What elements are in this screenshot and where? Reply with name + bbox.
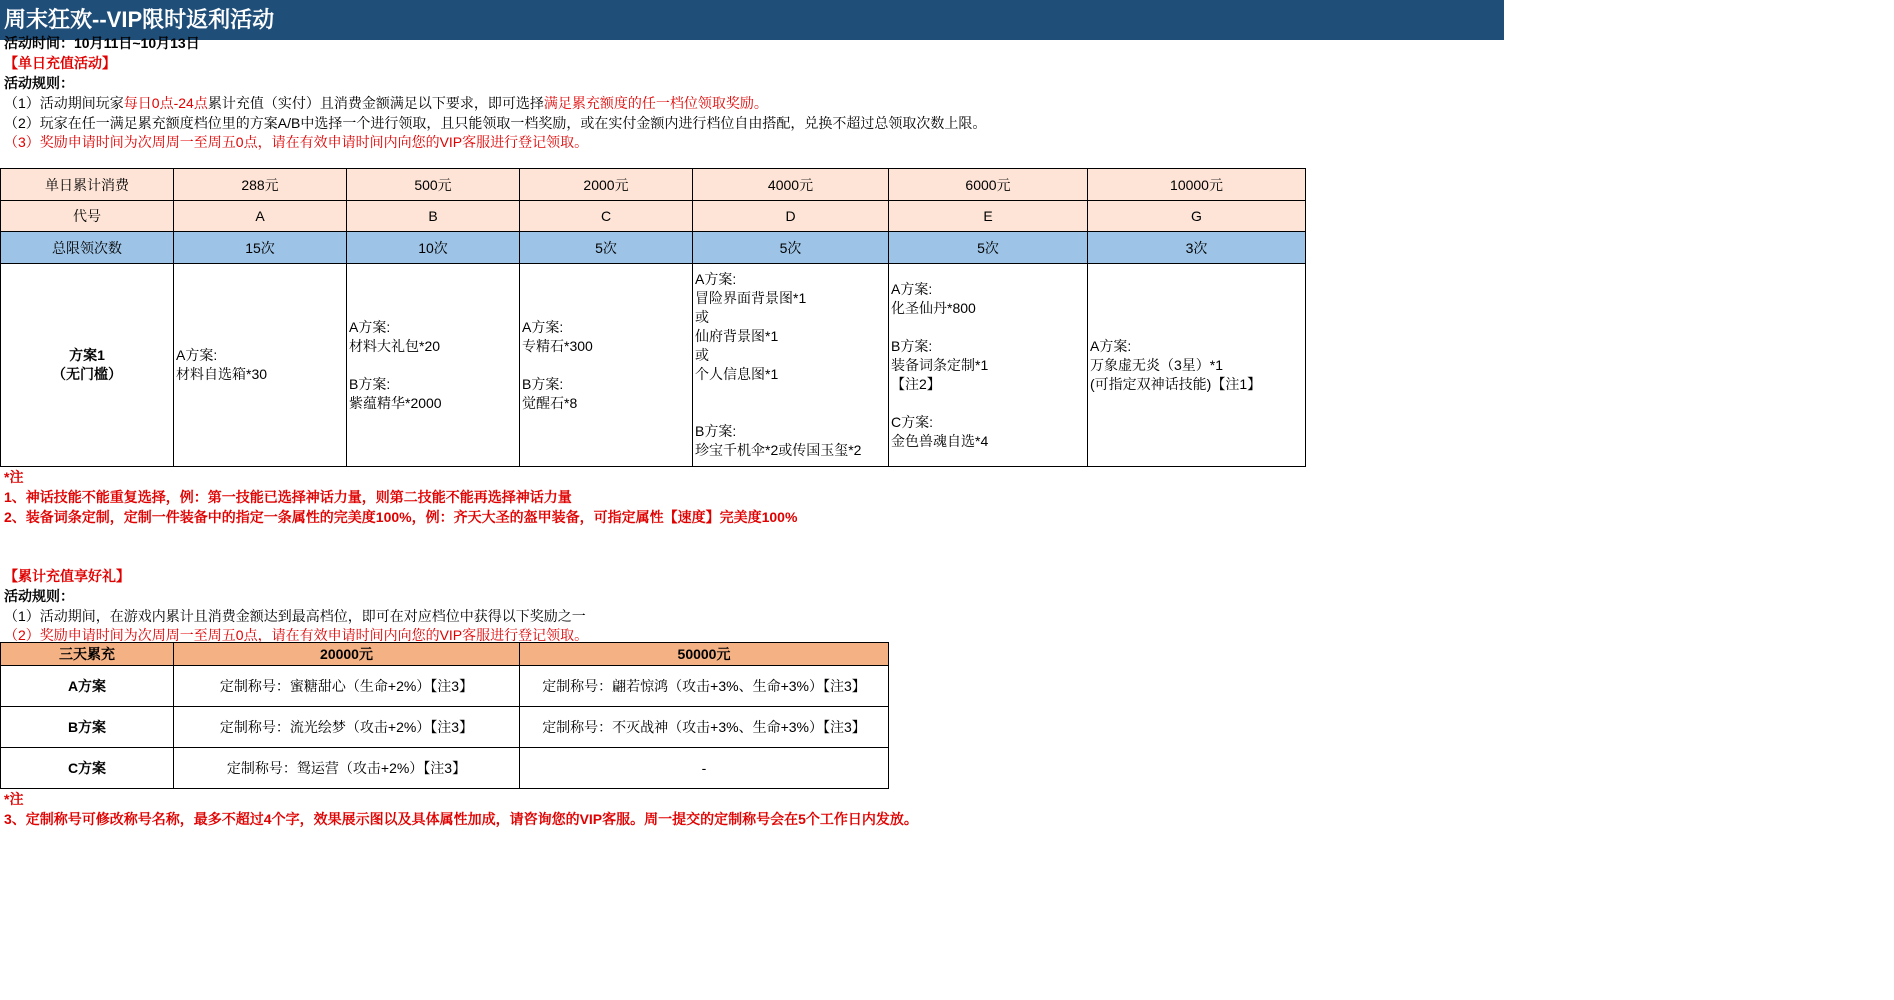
- plan-line: A方案:: [176, 347, 218, 363]
- plan-line: 【注2】: [891, 375, 941, 392]
- reward-cell: 定制称号：蜜糖甜心（生命+2%）【注3】: [174, 666, 520, 707]
- plan-name-cell: C方案: [1, 748, 174, 789]
- section2-heading: 【累计充值享好礼】: [4, 568, 130, 584]
- plan-line: 或: [695, 309, 709, 325]
- tier-code: C: [520, 201, 693, 232]
- header-cell: 50000元: [520, 643, 889, 666]
- plan-line: B方案:: [349, 375, 391, 392]
- plan-label-line1: 方案1: [69, 347, 105, 363]
- section1-heading: 【单日充值活动】: [4, 55, 116, 71]
- reward-cell: 定制称号：翩若惊鸿（攻击+3%、生命+3%）【注3】: [520, 666, 889, 707]
- tier-code: G: [1088, 201, 1306, 232]
- plan-line: 材料大礼包*20: [349, 337, 441, 354]
- cumulative-recharge-table: [0, 642, 889, 789]
- plan-line: [522, 356, 690, 375]
- tier-code: E: [889, 201, 1088, 232]
- row-label-code: 代号: [1, 201, 174, 232]
- plan-line: 珍宝千机伞*2或传国玉玺*2: [695, 442, 862, 458]
- plan-line: A方案:: [522, 318, 564, 335]
- daily-recharge-table: [0, 168, 1306, 467]
- rule1-text-a: （1）活动期间玩家: [4, 95, 124, 111]
- rule1-text-d: 满足累充额度的任一档位领取奖励。: [543, 95, 768, 111]
- plan-cell: [889, 264, 1088, 467]
- plan-line: B方案:: [891, 337, 933, 354]
- plan-cell: [1088, 264, 1306, 467]
- reward-cell: 定制称号：流光绘梦（攻击+2%）【注3】: [174, 707, 520, 748]
- reward-cell: 定制称号：鸳运营（攻击+2%）【注3】: [174, 748, 520, 789]
- plan-line: 冒险界面背景图*1: [695, 290, 807, 306]
- section1-rule2: （2）玩家在任一满足累充额度档位里的方案A/B中选择一个进行领取，且只能领取一档奖励，或在实付金额内进行档位自由搭配，兑换不超过总领取次数上限。: [4, 115, 987, 131]
- tier-limit: 3次: [1088, 232, 1306, 264]
- plan-row: [1, 264, 1306, 467]
- plan-line: [891, 318, 1085, 337]
- table-row: [1, 666, 889, 707]
- plan-label: [1, 264, 174, 467]
- note-2: 2、装备词条定制，定制一件装备中的指定一条属性的完美度100%，例：齐天大圣的盔甲装备，可指定属性【速度】完美度100%: [4, 509, 798, 525]
- plan-line: [695, 384, 886, 403]
- plan-line: [695, 403, 886, 422]
- plan-line: 金色兽魂自选*4: [891, 432, 989, 449]
- plan-line: [349, 356, 517, 375]
- plan-line: 觉醒石*8: [522, 394, 578, 411]
- plan-line: 装备词条定制*1: [891, 356, 989, 373]
- tier-limit: 5次: [889, 232, 1088, 264]
- plan-line: 紫蕴精华*2000: [349, 394, 442, 411]
- plan-label-line2: （无门槛）: [52, 366, 122, 382]
- plan-line: 化圣仙丹*800: [891, 299, 976, 316]
- tier-amount: 6000元: [889, 169, 1088, 201]
- spend-row: [1, 169, 1306, 201]
- tier-amount: 500元: [347, 169, 520, 201]
- activity-period: 活动时间：10月11日~10月13日: [4, 35, 200, 51]
- page-title: 周末狂欢--VIP限时返利活动: [0, 0, 1504, 40]
- plan-line: 个人信息图*1: [695, 366, 779, 382]
- header-cell: 三天累充: [1, 643, 174, 666]
- plan-cell: [693, 264, 889, 467]
- table-row: [1, 707, 889, 748]
- section2-rules-label: 活动规则：: [4, 588, 74, 604]
- tier-limit: 15次: [174, 232, 347, 264]
- row-label-spend: 单日累计消费: [1, 169, 174, 201]
- plan-line: A方案:: [349, 318, 391, 335]
- section2-rule2: （2）奖励申请时间为次周周一至周五0点，请在有效申请时间内向您的VIP客服进行登记领取。: [4, 627, 589, 643]
- section1-rules-label: 活动规则：: [4, 75, 74, 91]
- section2-rule1: （1）活动期间，在游戏内累计且消费金额达到最高档位，即可在对应档位中获得以下奖励之一: [4, 608, 586, 624]
- plan-line: B方案:: [522, 375, 564, 392]
- tier-amount: 10000元: [1088, 169, 1306, 201]
- plan-line: A方案:: [695, 271, 737, 287]
- reward-cell: -: [520, 748, 889, 789]
- notes1-star: *注: [4, 469, 24, 485]
- plan-cell: [347, 264, 520, 467]
- plan-line: C方案:: [891, 413, 933, 430]
- tier-limit: 5次: [693, 232, 889, 264]
- tier-code: B: [347, 201, 520, 232]
- tier-code: A: [174, 201, 347, 232]
- tier-amount: 2000元: [520, 169, 693, 201]
- tier-limit: 5次: [520, 232, 693, 264]
- row-label-limit: 总限领次数: [1, 232, 174, 264]
- plan-line: (可指定双神话技能)【注1】: [1090, 375, 1262, 392]
- plan-line: 或: [695, 347, 709, 363]
- tier-limit: 10次: [347, 232, 520, 264]
- plan-line: A方案:: [891, 280, 933, 297]
- section1-rule3: （3）奖励申请时间为次周周一至周五0点，请在有效申请时间内向您的VIP客服进行登记领取。: [4, 134, 589, 150]
- reward-cell: 定制称号：不灭战神（攻击+3%、生命+3%）【注3】: [520, 707, 889, 748]
- rule1-text-b: 每日0点-24点: [123, 95, 208, 111]
- tier-code: D: [693, 201, 889, 232]
- plan-cell: [520, 264, 693, 467]
- tier-amount: 4000元: [693, 169, 889, 201]
- plan-line: 万象虚无炎（3星）*1: [1090, 356, 1224, 373]
- plan-line: 专精石*300: [522, 337, 593, 354]
- notes2-star: *注: [4, 791, 24, 807]
- cumulative-header-row: [1, 643, 889, 666]
- note-1: 1、神话技能不能重复选择，例：第一技能已选择神话力量，则第二技能不能再选择神话力量: [4, 489, 572, 505]
- header-cell: 20000元: [174, 643, 520, 666]
- plan-line: A方案:: [1090, 337, 1132, 354]
- plan-name-cell: B方案: [1, 707, 174, 748]
- plan-cell: [174, 264, 347, 467]
- table-row: [1, 748, 889, 789]
- section1-rule1: [4, 94, 768, 112]
- rule1-text-c: 累计充值（实付）且消费金额满足以下要求，即可选择: [207, 95, 544, 111]
- plan-line: B方案:: [695, 423, 737, 439]
- limit-row: [1, 232, 1306, 264]
- plan-line: [891, 394, 1085, 413]
- code-row: [1, 201, 1306, 232]
- tier-amount: 288元: [174, 169, 347, 201]
- plan-name-cell: A方案: [1, 666, 174, 707]
- plan-line: 仙府背景图*1: [695, 328, 779, 344]
- note-3: 3、定制称号可修改称号名称，最多不超过4个字，效果展示图以及具体属性加成，请咨询您的VIP客服。周一提交的定制称号会在5个工作日内发放。: [4, 811, 918, 827]
- plan-line: 材料自选箱*30: [176, 366, 268, 382]
